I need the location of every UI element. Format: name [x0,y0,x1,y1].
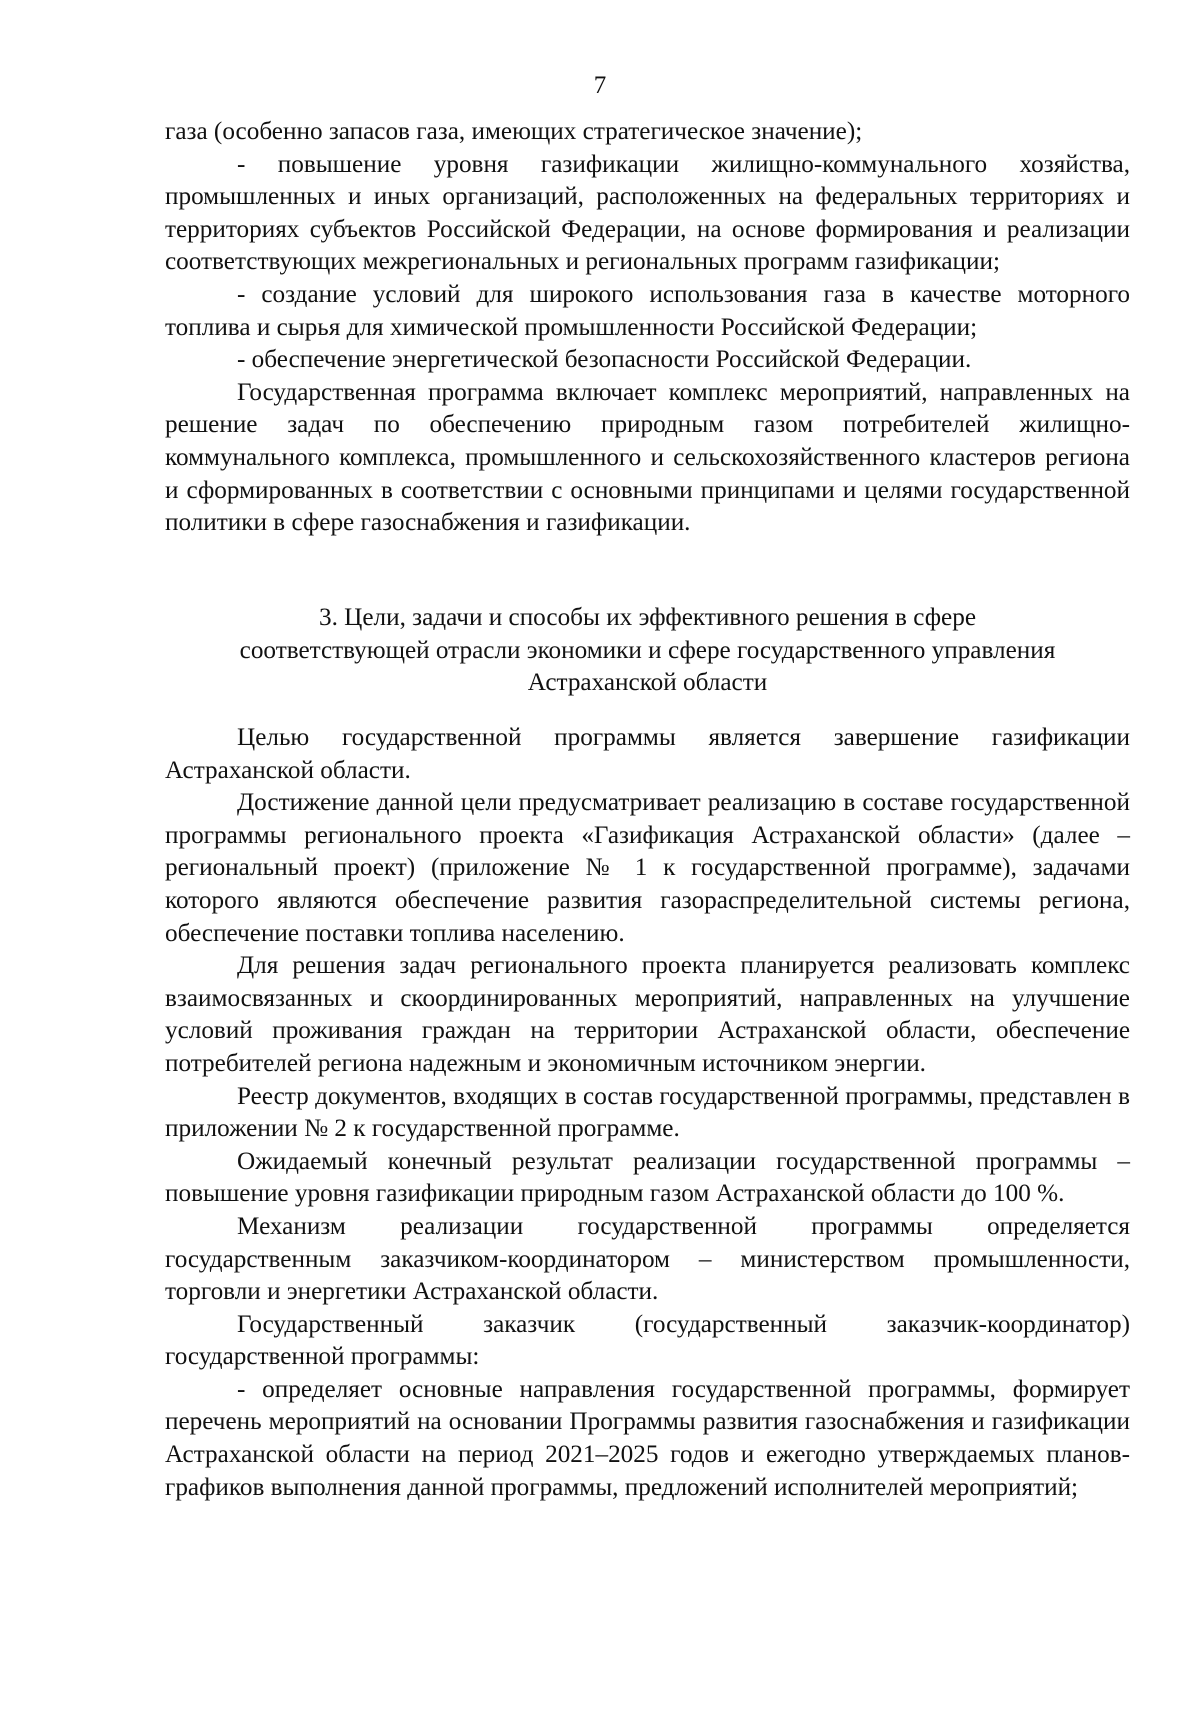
section-heading-line: соответствующей отрасли экономики и сфере государственного управления [239,636,1056,664]
paragraph: Государственная программа включает комплекс мероприятий, направленных на решение задач по обеспечению природным газом потребителей жилищно-коммунального комплекса, промышленного и сельскохозяйственного кластеров региона и сформированных в соответствии с основными принципами и целями государственной политики в сфере газоснабжения и газификации. [165,378,1130,537]
paragraph: - повышение уровня газификации жилищно-коммунального хозяйства, промышленных и иных организаций, расположенных на федеральных территориях и территориях субъектов Российской Федерации, на основе формирования и реализации соответствующих межрегиональных и региональных программ газификации; [165,150,1130,276]
section-heading-line: Астраханской области [527,669,768,697]
paragraph: Механизм реализации государственной программы определяется государственным заказчиком-координатором – министерством промышленности, торговли и энергетики Астраханской области. [165,1212,1130,1306]
paragraph: - определяет основные направления государственной программы, формирует перечень мероприятий на основании Программы развития газоснабжения и газификации Астраханской области на период 2021–2025 годов и ежегодно утверждаемых планов-графиков выполнения данной программы, предложений исполнителей мероприятий; [165,1375,1130,1501]
paragraph: Ожидаемый конечный результат реализации государственной программы – повышение уровня газификации природным газом Астраханской области до 100 %. [165,1147,1130,1208]
body-text-top [165,116,1130,540]
section-heading [165,602,1130,700]
paragraph: - создание условий для широкого использования газа в качестве моторного топлива и сырья для химической промышленности Российской Федерации; [165,280,1130,341]
paragraph: Достижение данной цели предусматривает реализацию в составе государственной программы регионального проекта «Газификация Астраханской области» (далее – региональный проект) (приложение № 1 к государственной программе), задачами которого являются обеспечение развития газораспределительной системы региона, обеспечение поставки топлива населению. [165,789,1130,947]
paragraph: Целью государственной программы является завершение газификации Астраханской области. [165,724,1130,784]
section-heading-line: 3. Цели, задачи и способы их эффективного решения в сфере [318,604,976,631]
paragraph: Для решения задач регионального проекта планируется реализовать комплекс взаимосвязанных и скоординированных мероприятий, направленных на улучшение условий проживания граждан на территории Астраханской области, обеспечение потребителей региона надежным и экономичным источником энергии. [165,952,1130,1077]
body-text-bottom [165,722,1130,1504]
paragraph: газа (особенно запасов газа, имеющих стратегическое значение); [165,118,863,145]
paragraph: - обеспечение энергетической безопасности Российской Федерации. [237,346,972,374]
page-number: 7 [593,72,607,99]
paragraph: Реестр документов, входящих в состав государственной программы, представлен в приложении № 2 к государственной программе. [165,1082,1130,1143]
paragraph: Государственный заказчик (государственный заказчик-координатор) государственной программы: [165,1310,1130,1371]
